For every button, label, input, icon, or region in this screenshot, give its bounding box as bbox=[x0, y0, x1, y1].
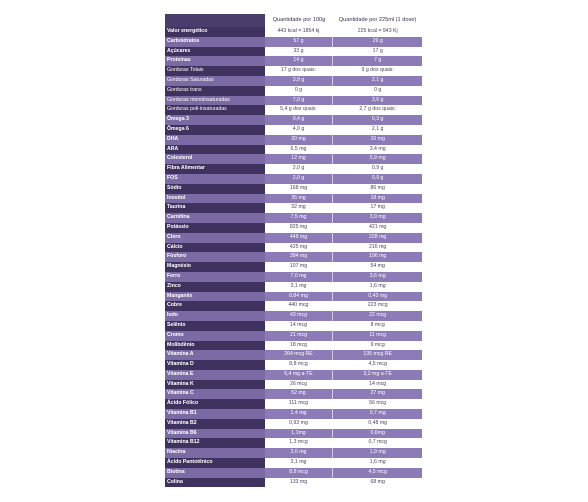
table-body bbox=[165, 27, 422, 487]
table-row bbox=[165, 272, 422, 282]
nutrient-name: Vitamina E bbox=[165, 370, 265, 380]
table-row bbox=[165, 468, 422, 478]
table-row bbox=[165, 438, 422, 448]
value-per-dose: 2,7 g dos quais: bbox=[333, 105, 422, 115]
nutrient-name: Selênio bbox=[165, 321, 265, 331]
table-row bbox=[165, 243, 422, 253]
nutrient-name: Cromo bbox=[165, 331, 265, 341]
value-per-dose: 0,7 mg bbox=[333, 409, 422, 419]
table-row bbox=[165, 66, 422, 76]
value-per-dose: 0,43 mg bbox=[333, 292, 422, 302]
value-per-100g: 18 mcg bbox=[265, 341, 334, 351]
nutrient-name: Magnésio bbox=[165, 262, 265, 272]
value-per-dose: 86 mg bbox=[333, 184, 422, 194]
nutrient-name: Potássio bbox=[165, 223, 265, 233]
value-per-100g: 6,5 mg bbox=[265, 145, 334, 155]
table-row bbox=[165, 448, 422, 458]
table-row bbox=[165, 154, 422, 164]
nutrient-name: Vitamina B1 bbox=[165, 409, 265, 419]
value-per-100g: 264 mcg RE bbox=[265, 350, 334, 360]
value-per-100g: 0,4 g bbox=[265, 115, 334, 125]
nutrient-name: Vitamina K bbox=[165, 380, 265, 390]
value-per-dose: 223 mcg bbox=[333, 301, 422, 311]
value-per-100g: 3,6 mg bbox=[265, 448, 334, 458]
value-per-100g: 0 g bbox=[265, 86, 334, 96]
nutrient-name: Cobre bbox=[165, 301, 265, 311]
table-row bbox=[165, 301, 422, 311]
nutrient-name: FOS bbox=[165, 174, 265, 184]
value-per-100g: 133 mg bbox=[265, 478, 334, 488]
table-row bbox=[165, 252, 422, 262]
table-row bbox=[165, 429, 422, 439]
nutrient-name: Vitamina B2 bbox=[165, 419, 265, 429]
header-per-dose: Quantidade por 225ml (1 dose) bbox=[338, 17, 417, 23]
value-per-100g: 14 g bbox=[265, 56, 334, 66]
nutrient-name: Manganês bbox=[165, 292, 265, 302]
nutrient-name: Vitamina B6 bbox=[165, 429, 265, 439]
nutrient-name: Iodo bbox=[165, 311, 265, 321]
header-per-100g: Quantidade por 100g bbox=[272, 17, 326, 23]
value-per-dose: 0 g bbox=[333, 86, 422, 96]
nutrient-name: Gorduras Totais bbox=[165, 66, 265, 76]
value-per-100g: 440 mcg bbox=[265, 301, 334, 311]
nutrient-name: Ômega 6 bbox=[165, 125, 265, 135]
table-row bbox=[165, 409, 422, 419]
value-per-100g: 32 mg bbox=[265, 203, 334, 213]
value-per-dose: 3,6 mg bbox=[333, 272, 422, 282]
value-per-100g: 43 mcg bbox=[265, 311, 334, 321]
value-per-100g: 4,0 g bbox=[265, 125, 334, 135]
value-per-100g: 7,0 g bbox=[265, 96, 334, 106]
value-per-100g: 3,1 mg bbox=[265, 458, 334, 468]
table-row bbox=[165, 105, 422, 115]
nutrient-name: Colesterol bbox=[165, 154, 265, 164]
nutrient-name: Gorduras poli-insaturadas bbox=[165, 105, 265, 115]
nutrient-name: Ferro bbox=[165, 272, 265, 282]
nutrient-name: Biotina bbox=[165, 468, 265, 478]
nutrient-name: Vitamina C bbox=[165, 389, 265, 399]
table-row bbox=[165, 282, 422, 292]
table-header bbox=[165, 14, 422, 27]
value-per-100g: 14 mcg bbox=[265, 321, 334, 331]
value-per-100g: 2,0 g bbox=[265, 164, 334, 174]
value-per-100g: 111 mcg bbox=[265, 399, 334, 409]
nutrition-table bbox=[165, 14, 422, 487]
table-row bbox=[165, 27, 422, 37]
value-per-100g: 3,1 mg bbox=[265, 282, 334, 292]
table-row bbox=[165, 223, 422, 233]
value-per-dose: 5,9 mg bbox=[333, 154, 422, 164]
value-per-dose: 3,9 mg bbox=[333, 213, 422, 223]
table-row bbox=[165, 321, 422, 331]
value-per-dose: 1,9 mg bbox=[333, 448, 422, 458]
value-per-dose: 135 mcg RE bbox=[333, 350, 422, 360]
value-per-dose: 2,1 g bbox=[333, 125, 422, 135]
table-row bbox=[165, 213, 422, 223]
value-per-dose: 0,7 mcg bbox=[333, 438, 422, 448]
nutrient-name: ARA bbox=[165, 145, 265, 155]
nutrient-name: Fibra Alimentar bbox=[165, 164, 265, 174]
table-row bbox=[165, 399, 422, 409]
table-row bbox=[165, 194, 422, 204]
value-per-dose: 22 mcg bbox=[333, 311, 422, 321]
table-row bbox=[165, 135, 422, 145]
nutrient-name: Colina bbox=[165, 478, 265, 488]
nutrient-name: Gorduras trans bbox=[165, 86, 265, 96]
value-per-dose: 1,6 mg bbox=[333, 282, 422, 292]
value-per-dose: 29 g bbox=[333, 37, 422, 47]
table-row bbox=[165, 292, 422, 302]
value-per-dose: 56 mcg bbox=[333, 399, 422, 409]
value-per-dose: 216 mg bbox=[333, 243, 422, 253]
value-per-100g: 17 g dos quais: bbox=[265, 66, 334, 76]
nutrient-name: Fósforo bbox=[165, 252, 265, 262]
nutrient-name: Carboidratos bbox=[165, 37, 265, 47]
nutrient-name: Cloro bbox=[165, 233, 265, 243]
value-per-dose: 228 mg bbox=[333, 233, 422, 243]
value-per-100g: 1,4 mg bbox=[265, 409, 334, 419]
table-row bbox=[165, 331, 422, 341]
value-per-100g: 825 mg bbox=[265, 223, 334, 233]
nutrient-name: Inositol bbox=[165, 194, 265, 204]
nutrient-name: Gorduras monoinsaturadas bbox=[165, 96, 265, 106]
value-per-100g: 35 mg bbox=[265, 194, 334, 204]
table-row bbox=[165, 174, 422, 184]
nutrient-name: DHA bbox=[165, 135, 265, 145]
table-row bbox=[165, 389, 422, 399]
value-per-dose: 10 mg bbox=[333, 135, 422, 145]
table-row bbox=[165, 203, 422, 213]
value-per-dose: 0,3 g bbox=[333, 115, 422, 125]
value-per-100g: 1,3 mcg bbox=[265, 438, 334, 448]
value-per-dose: 3,6 g bbox=[333, 96, 422, 106]
value-per-dose: 11 mcg bbox=[333, 331, 422, 341]
nutrient-name: Vitamina B12 bbox=[165, 438, 265, 448]
value-per-100g: 384 mg bbox=[265, 252, 334, 262]
value-per-dose: 17 mg bbox=[333, 203, 422, 213]
table-row bbox=[165, 262, 422, 272]
value-per-100g: 0,93 mg bbox=[265, 419, 334, 429]
value-per-dose: 0,6mg bbox=[333, 429, 422, 439]
value-per-100g: 12 mg bbox=[265, 154, 334, 164]
nutrient-name: Proteínas bbox=[165, 56, 265, 66]
nutrient-name: Vitamina A bbox=[165, 350, 265, 360]
value-per-dose: 225 kcal = 943 Kj bbox=[333, 27, 422, 37]
nutrient-name: Zinco bbox=[165, 282, 265, 292]
value-per-dose: 7 g bbox=[333, 56, 422, 66]
value-per-dose: 1,6 mg bbox=[333, 458, 422, 468]
table-row bbox=[165, 115, 422, 125]
value-per-100g: 6,4 mg a-TE bbox=[265, 370, 334, 380]
value-per-100g: 107 mg bbox=[265, 262, 334, 272]
table-row bbox=[165, 145, 422, 155]
value-per-100g: 8,8 mcg bbox=[265, 360, 334, 370]
value-per-dose: 9 mcg bbox=[333, 341, 422, 351]
table-row bbox=[165, 37, 422, 47]
nutrient-name: Sódio bbox=[165, 184, 265, 194]
value-per-100g: 448 mg bbox=[265, 233, 334, 243]
value-per-dose: 68 mg bbox=[333, 478, 422, 488]
value-per-dose: 196 mg bbox=[333, 252, 422, 262]
value-per-100g: 57 g bbox=[265, 37, 334, 47]
value-per-dose: 18 mg bbox=[333, 194, 422, 204]
value-per-100g: 168 mg bbox=[265, 184, 334, 194]
nutrient-name: Taurina bbox=[165, 203, 265, 213]
table-row bbox=[165, 370, 422, 380]
value-per-dose: 54 mg bbox=[333, 262, 422, 272]
nutrient-name: Valor energético bbox=[165, 27, 265, 37]
header-blank-cell bbox=[165, 14, 265, 27]
value-per-dose: 14 mcg bbox=[333, 380, 422, 390]
table-row bbox=[165, 233, 422, 243]
value-per-dose: 9 g dos quais: bbox=[333, 66, 422, 76]
value-per-100g: 425 mg bbox=[265, 243, 334, 253]
value-per-100g: 7,5 mg bbox=[265, 213, 334, 223]
nutrient-name: Niacina bbox=[165, 448, 265, 458]
nutrient-name: Açúcares bbox=[165, 47, 265, 57]
value-per-dose: 8 mcg bbox=[333, 321, 422, 331]
table-row bbox=[165, 164, 422, 174]
value-per-100g: 443 kcal = 1854 kj bbox=[265, 27, 334, 37]
nutrient-name: Gorduras Saturadas bbox=[165, 76, 265, 86]
value-per-100g: 2,0 g bbox=[265, 174, 334, 184]
nutrient-name: Molibdênio bbox=[165, 341, 265, 351]
table-row bbox=[165, 478, 422, 488]
value-per-dose: 2,1 g bbox=[333, 76, 422, 86]
value-per-dose: 3,2 mg a-TE bbox=[333, 370, 422, 380]
value-per-dose: 27 mg bbox=[333, 389, 422, 399]
value-per-100g: 7,0 mg bbox=[265, 272, 334, 282]
value-per-dose: 0,9 g bbox=[333, 164, 422, 174]
nutrient-name: Carnitina bbox=[165, 213, 265, 223]
table-row bbox=[165, 125, 422, 135]
table-row bbox=[165, 184, 422, 194]
table-row bbox=[165, 458, 422, 468]
table-row bbox=[165, 86, 422, 96]
value-per-100g: 1,1mg bbox=[265, 429, 334, 439]
table-row bbox=[165, 76, 422, 86]
table-row bbox=[165, 47, 422, 57]
value-per-dose: 17 g bbox=[333, 47, 422, 57]
value-per-100g: 20 mg bbox=[265, 135, 334, 145]
value-per-100g: 26 mcg bbox=[265, 380, 334, 390]
value-per-dose: 421 mg bbox=[333, 223, 422, 233]
nutrient-name: Cálcio bbox=[165, 243, 265, 253]
value-per-100g: 8,8 mcg bbox=[265, 468, 334, 478]
value-per-100g: 0,84 mg bbox=[265, 292, 334, 302]
value-per-dose: 0,48 mg bbox=[333, 419, 422, 429]
value-per-100g: 52 mg bbox=[265, 389, 334, 399]
table-row bbox=[165, 350, 422, 360]
nutrient-name: Ômega 3 bbox=[165, 115, 265, 125]
value-per-100g: 21 mcg bbox=[265, 331, 334, 341]
nutrient-name: Ácido Fólico bbox=[165, 399, 265, 409]
value-per-dose: 3,4 mg bbox=[333, 145, 422, 155]
table-row bbox=[165, 360, 422, 370]
value-per-100g: 5,4 g dos quais: bbox=[265, 105, 334, 115]
value-per-100g: 33 g bbox=[265, 47, 334, 57]
table-row bbox=[165, 419, 422, 429]
table-row bbox=[165, 96, 422, 106]
table-row bbox=[165, 341, 422, 351]
value-per-100g: 3,9 g bbox=[265, 76, 334, 86]
table-row bbox=[165, 56, 422, 66]
nutrient-name: Vitamina D bbox=[165, 360, 265, 370]
table-row bbox=[165, 380, 422, 390]
nutrient-name: Ácido Pantotênico bbox=[165, 458, 265, 468]
table-row bbox=[165, 311, 422, 321]
value-per-dose: 4,5 mcg bbox=[333, 468, 422, 478]
value-per-dose: 0,9 g bbox=[333, 174, 422, 184]
value-per-dose: 4,5 mcg bbox=[333, 360, 422, 370]
